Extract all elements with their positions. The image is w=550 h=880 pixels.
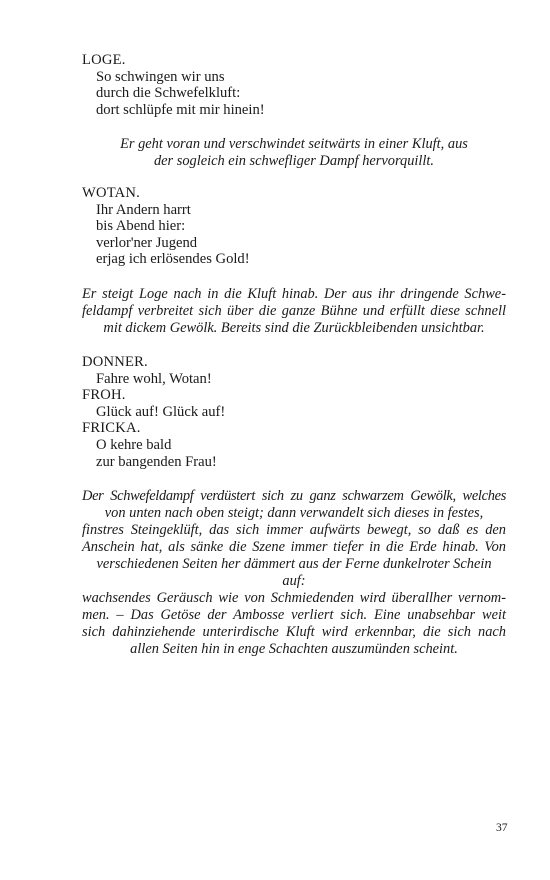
verse-line: verlor'ner Jugend	[96, 234, 198, 251]
verse-line: Ihr Andern harrt	[96, 201, 191, 218]
farewell-speeches	[82, 354, 506, 470]
loge-speech	[82, 52, 506, 118]
stage-direction-3	[82, 488, 506, 658]
direction-line: mit dickem Gewölk. Bereits sind die Zurückbleibenden unsichtbar.	[103, 320, 485, 336]
verse-line: durch die Schwefelkluft:	[96, 85, 241, 102]
direction-line: der sogleich ein schwefliger Dampf hervorquillt.	[153, 153, 435, 169]
direction-line: men. – Das Getöse der Ambosse verliert sich. Eine unabsehbar weit	[82, 607, 506, 623]
verse-line: bis Abend hier:	[96, 218, 186, 235]
direction-line: auf:	[282, 573, 306, 589]
page-number: 37	[496, 822, 508, 834]
direction-line: finstres Steingeklüft, das sich immer aufwärts bewegt, so daß es den	[82, 522, 506, 538]
direction-line: wachsendes Geräusch wie von Schmiedenden wird überallher vernom-	[82, 590, 506, 606]
speaker-froh: FROH.	[82, 387, 126, 404]
stage-direction-1	[82, 136, 506, 170]
speaker-donner: DONNER.	[82, 354, 148, 370]
direction-line: feldampf verbreitet sich über die ganze Bühne und erfüllt diese schnell	[82, 303, 506, 319]
direction-line: allen Seiten hin in enge Schachten auszumünden scheint.	[130, 641, 458, 657]
direction-line: Der Schwefeldampf verdüstert sich zu ganz schwarzem Gewölk, welches	[82, 488, 506, 504]
verse-line: dort schlüpfe mit mir hinein!	[96, 101, 265, 118]
verse-line: So schwingen wir uns	[96, 68, 225, 85]
speaker-wotan: WOTAN.	[82, 185, 140, 201]
wotan-speech	[82, 185, 506, 268]
direction-line: sich dahinziehende unterirdische Kluft wird erkennbar, die sich nach	[82, 624, 506, 640]
verse-line: Fahre wohl, Wotan!	[96, 370, 212, 387]
direction-line: Anschein hat, als sänke die Szene immer tiefer in die Erde hinab. Von	[82, 539, 506, 555]
verse-line: Glück auf! Glück auf!	[96, 403, 226, 420]
verse-line: zur bangenden Frau!	[96, 453, 217, 470]
direction-line: Er geht voran und verschwindet seitwärts in einer Kluft, aus	[120, 136, 468, 152]
verse-line: O kehre bald	[96, 436, 172, 453]
direction-line: von unten nach oben steigt; dann verwandelt sich dieses in festes,	[104, 505, 484, 521]
stage-direction-2	[82, 286, 506, 337]
speaker-loge: LOGE.	[82, 52, 126, 68]
direction-line: verschiedenen Seiten her dämmert aus der Ferne dunkelroter Schein	[96, 556, 492, 572]
verse-line: erjag ich erlösendes Gold!	[96, 251, 250, 268]
direction-line: Er steigt Loge nach in die Kluft hinab. Der aus ihr dringende Schwe-	[82, 286, 506, 302]
speaker-fricka: FRICKA.	[82, 420, 141, 437]
